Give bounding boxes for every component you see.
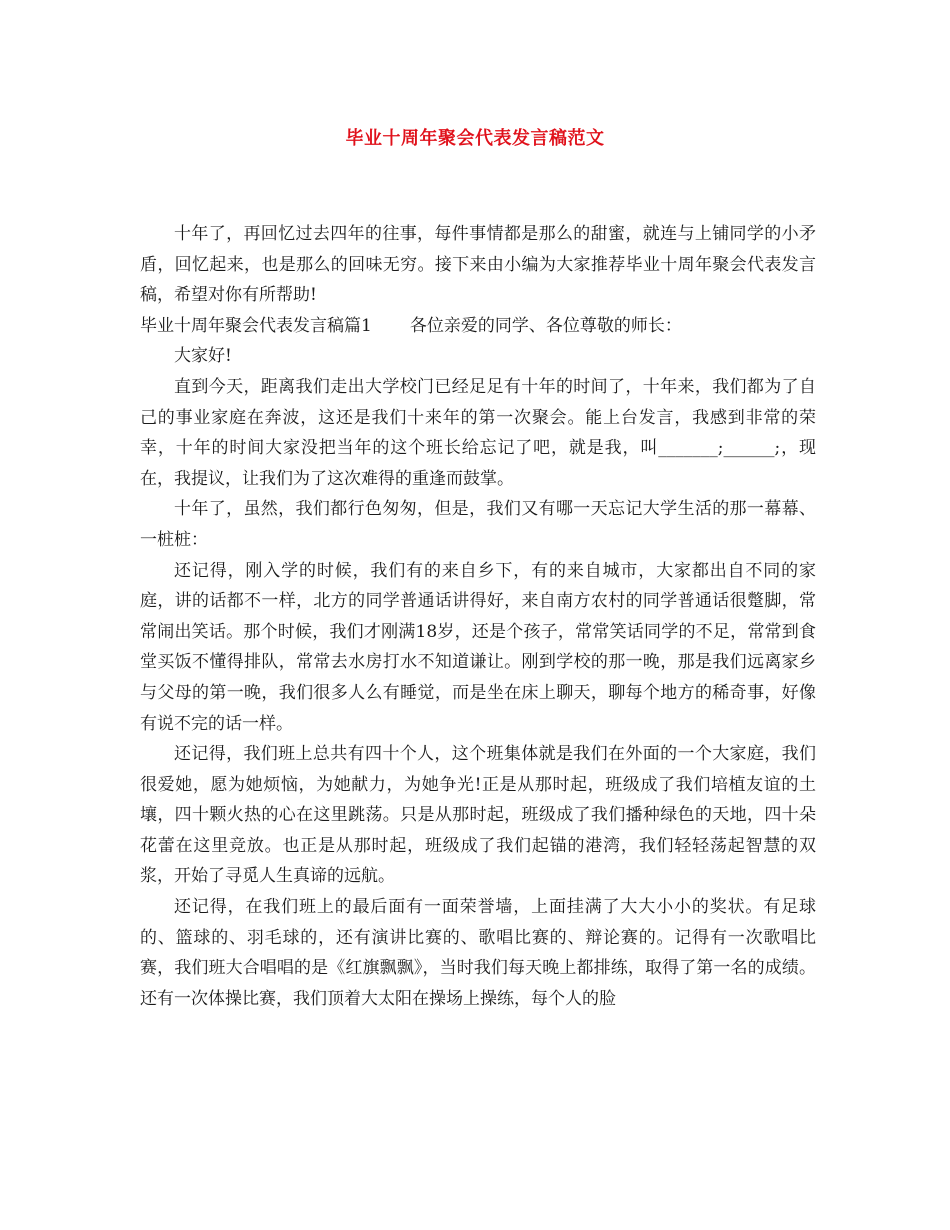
section-heading: 毕业十周年聚会代表发言稿篇1 (140, 315, 372, 336)
body-paragraph: 直到今天，距离我们走出大学校门已经足足有十年的时间了，十年来，我们都为了自己的事业家庭在奔波，这还是我们十来年的第一次聚会。能上台发言，我感到非常的荣幸，十年的时间大家没把当年的这个班长给忘记了吧，就是我，叫_______;______;，现在，我提议，让我们为了这次难得的重逢而鼓掌。 (140, 376, 816, 489)
body-paragraph: 还记得，刚入学的时候，我们有的来自乡下，有的来自城市，大家都出自不同的家庭，讲的话都不一样，北方的同学普通话讲得好，来自南方农村的同学普通话很蹩脚，常常闹出笑话。那个时候，我们才刚满18岁，还是个孩子，常常笑话同学的不足，常常到食堂买饭不懂得排队，常常去水房打水不知道谦让。刚到学校的那一晚，那是我们远离家乡与父母的第一晚，我们很多人么有睡觉，而是坐在床上聊天，聊每个地方的稀奇事，好像有说不完的话一样。 (140, 560, 816, 734)
document-title: 毕业十周年聚会代表发言稿范文 (345, 128, 605, 149)
greeting: 大家好! (174, 346, 232, 367)
body-paragraph: 十年了，虽然，我们都行色匆匆，但是，我们又有哪一天忘记大学生活的那一幕幕、一桩桩： (140, 499, 816, 550)
salutation: 各位亲爱的同学、各位尊敬的师长： (409, 315, 682, 336)
body-paragraph: 还记得，我们班上总共有四十个人，这个班集体就是我们在外面的一个大家庭，我们很爱她，愿为她烦恼，为她献力，为她争光!正是从那时起，班级成了我们培植友谊的土壤，四十颗火热的心在这里跳荡。只是从那时起，班级成了我们播种绿色的天地，四十朵花蕾在这里竞放。也正是从那时起，班级成了我们起锚的港湾，我们轻轻荡起智慧的双浆，开始了寻觅人生真谛的远航。 (140, 744, 816, 887)
section-heading-line (140, 311, 816, 342)
intro-paragraph: 十年了，再回忆过去四年的往事，每件事情都是那么的甜蜜，就连与上铺同学的小矛盾，回忆起来，也是那么的回味无穷。接下来由小编为大家推荐毕业十周年聚会代表发言稿，希望对你有所帮助! (140, 224, 816, 306)
body-paragraph: 还记得，在我们班上的最后面有一面荣誉墙，上面挂满了大大小小的奖状。有足球的、篮球的、羽毛球的，还有演讲比赛的、歌唱比赛的、辩论赛的。记得有一次歌唱比赛，我们班大合唱唱的是《红旗飘飘》，当时我们每天晚上都排练，取得了第一名的成绩。还有一次体操比赛，我们顶着大太阳在操场上操练，每个人的脸 (140, 897, 816, 1009)
document-body (140, 219, 816, 1014)
